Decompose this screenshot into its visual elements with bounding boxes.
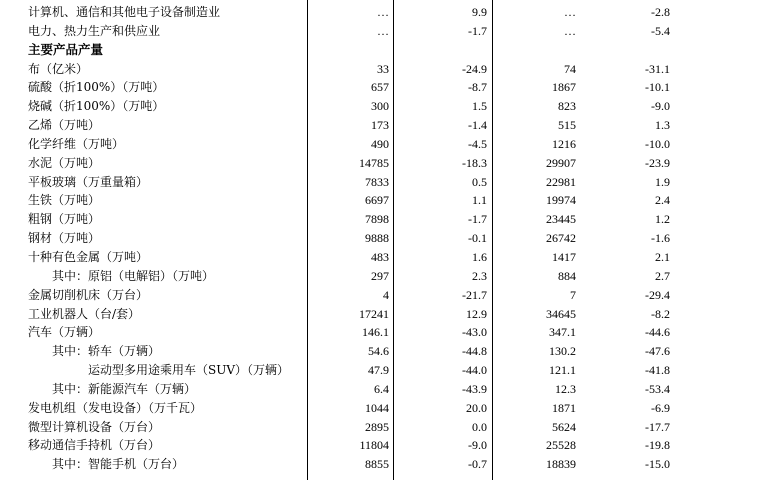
value-cell-2: -4.5 (468, 136, 487, 151)
row-label: 钢材（万吨） (28, 231, 101, 246)
table-row (0, 455, 760, 474)
value-cell-2: -9.0 (468, 438, 487, 453)
value-cell-2: -8.7 (468, 80, 487, 95)
value-cell-1: 11804 (359, 438, 389, 453)
value-cell-1: 2895 (365, 419, 389, 434)
value-cell-3: 884 (558, 268, 576, 283)
value-cell-1: 6697 (365, 193, 389, 208)
value-cell-4 (580, 41, 670, 60)
value-cell-1: … (377, 5, 389, 19)
value-cell-3: 19974 (546, 193, 576, 208)
row-label: 化学纤维（万吨） (28, 136, 125, 151)
table-row (0, 22, 760, 41)
value-cell-3: 121.1 (549, 363, 576, 378)
value-cell-4: 1.3 (655, 118, 670, 133)
row-label: 布（亿米） (28, 61, 89, 76)
value-cell-4: 2.7 (655, 268, 670, 283)
value-cell-1: 483 (371, 249, 389, 264)
value-cell-2: 1.1 (472, 193, 487, 208)
value-cell-2: 2.3 (472, 268, 487, 283)
column-divider-2 (393, 0, 394, 480)
value-cell-1: 54.6 (368, 344, 389, 359)
value-cell-4: 1.9 (655, 174, 670, 189)
value-cell-1: 657 (371, 80, 389, 95)
table-row (0, 286, 760, 305)
value-cell-2: -43.9 (462, 381, 487, 396)
value-cell-4: -29.4 (645, 287, 670, 302)
value-cell-1: 4 (383, 287, 389, 302)
row-label: 其中：轿车（万辆） (52, 344, 161, 359)
value-cell-1: 6.4 (374, 381, 389, 396)
value-cell-3: … (564, 5, 576, 19)
value-cell-3: 34645 (546, 306, 576, 321)
value-cell-2: -1.4 (468, 118, 487, 133)
value-cell-4: -6.9 (651, 400, 670, 415)
value-cell-4: -10.0 (645, 136, 670, 151)
row-label: 汽车（万辆） (28, 325, 101, 340)
value-cell-4: -23.9 (645, 155, 670, 170)
value-cell-1 (308, 41, 389, 60)
table-row (0, 380, 760, 399)
value-cell-4: 2.1 (655, 249, 670, 264)
row-label: 电力、热力生产和供应业 (28, 23, 161, 38)
value-cell-4: -5.4 (651, 23, 670, 38)
value-cell-3: 25528 (546, 438, 576, 453)
table-row (0, 78, 760, 97)
row-label: 发电机组（发电设备）（万千瓦） (28, 400, 203, 415)
value-cell-2: 20.0 (466, 400, 487, 415)
value-cell-4: 2.4 (655, 193, 670, 208)
value-cell-2: 1.5 (472, 99, 487, 114)
table-row (0, 229, 760, 248)
column-divider-1 (307, 0, 308, 480)
value-cell-4: -31.1 (645, 61, 670, 76)
value-cell-3: 23445 (546, 212, 576, 227)
value-cell-1: 14785 (359, 155, 389, 170)
table-row (0, 267, 760, 286)
value-cell-2: -1.7 (468, 23, 487, 38)
value-cell-1: … (377, 23, 389, 38)
value-cell-3: 18839 (546, 457, 576, 472)
value-cell-1: 9888 (365, 231, 389, 246)
value-cell-3: 515 (558, 118, 576, 133)
value-cell-2: -21.7 (462, 287, 487, 302)
value-cell-4: -53.4 (645, 381, 670, 396)
table-row (0, 3, 760, 22)
value-cell-3: 1216 (552, 136, 576, 151)
value-cell-3: 130.2 (549, 344, 576, 359)
value-cell-1: 47.9 (368, 363, 389, 378)
value-cell-1: 8855 (365, 457, 389, 472)
table-row (0, 361, 760, 380)
row-label: 烧碱（折100%）（万吨） (28, 99, 165, 114)
value-cell-4: -19.8 (645, 438, 670, 453)
row-label: 运动型多用途乘用车（SUV）（万辆） (88, 363, 290, 378)
value-cell-4: -10.1 (645, 80, 670, 95)
value-cell-3 (492, 41, 576, 60)
value-cell-4: -1.6 (651, 231, 670, 246)
value-cell-3: 7 (570, 287, 576, 302)
table-row (0, 60, 760, 79)
value-cell-2 (395, 41, 487, 60)
table-row (0, 436, 760, 455)
row-label: 金属切削机床（万台） (28, 287, 149, 302)
column-divider-3 (492, 0, 493, 480)
value-cell-4: -2.8 (651, 5, 670, 19)
table-row (0, 173, 760, 192)
table-row (0, 305, 760, 324)
row-label: 水泥（万吨） (28, 155, 101, 170)
value-cell-2: 12.9 (466, 306, 487, 321)
value-cell-1: 300 (371, 99, 389, 114)
value-cell-4: -17.7 (645, 419, 670, 434)
value-cell-2: -24.9 (462, 61, 487, 76)
row-label: 其中：智能手机（万台） (52, 457, 185, 472)
section-header-row (0, 41, 760, 60)
table-row (0, 191, 760, 210)
value-cell-1: 1044 (365, 400, 389, 415)
value-cell-3: 1417 (552, 249, 576, 264)
table-row (0, 399, 760, 418)
value-cell-2: -43.0 (462, 325, 487, 340)
value-cell-2: 1.6 (472, 249, 487, 264)
value-cell-2: 0.5 (472, 174, 487, 189)
row-label: 硫酸（折100%）（万吨） (28, 80, 165, 95)
value-cell-1: 7833 (365, 174, 389, 189)
value-cell-3: 74 (564, 61, 576, 76)
row-label: 十种有色金属（万吨） (28, 249, 149, 264)
value-cell-1: 297 (371, 268, 389, 283)
value-cell-2: -44.8 (462, 344, 487, 359)
value-cell-3: 1871 (552, 400, 576, 415)
value-cell-1: 146.1 (362, 325, 389, 340)
value-cell-1: 7898 (365, 212, 389, 227)
value-cell-3: 823 (558, 99, 576, 114)
value-cell-4: -44.6 (645, 325, 670, 340)
row-label: 乙烯（万吨） (28, 118, 101, 133)
value-cell-1: 33 (377, 61, 389, 76)
row-label: 生铁（万吨） (28, 193, 101, 208)
value-cell-1: 173 (371, 118, 389, 133)
value-cell-3: … (564, 23, 576, 38)
value-cell-3: 5624 (552, 419, 576, 434)
value-cell-3: 12.3 (555, 381, 576, 396)
row-label: 计算机、通信和其他电子设备制造业 (28, 5, 221, 19)
value-cell-3: 22981 (546, 174, 576, 189)
value-cell-4: -9.0 (651, 99, 670, 114)
value-cell-3: 347.1 (549, 325, 576, 340)
row-label: 主要产品产量 (28, 41, 104, 57)
table-row (0, 135, 760, 154)
row-label: 其中：原铝（电解铝）（万吨） (52, 268, 215, 283)
row-label: 平板玻璃（万重量箱） (28, 174, 149, 189)
value-cell-3: 1867 (552, 80, 576, 95)
value-cell-2: -0.1 (468, 231, 487, 246)
table-row (0, 154, 760, 173)
value-cell-4: -47.6 (645, 344, 670, 359)
table-row (0, 116, 760, 135)
value-cell-3: 29907 (546, 155, 576, 170)
table-row (0, 418, 760, 437)
value-cell-2: -44.0 (462, 363, 487, 378)
value-cell-4: -8.2 (651, 306, 670, 321)
value-cell-4: 1.2 (655, 212, 670, 227)
row-label: 工业机器人（台/套） (28, 306, 141, 321)
value-cell-1: 17241 (359, 306, 389, 321)
value-cell-2: -0.7 (468, 457, 487, 472)
table-row (0, 323, 760, 342)
table-row (0, 342, 760, 361)
value-cell-1: 490 (371, 136, 389, 151)
value-cell-3: 26742 (546, 231, 576, 246)
table-row (0, 97, 760, 116)
value-cell-2: -1.7 (468, 212, 487, 227)
value-cell-2: 0.0 (472, 419, 487, 434)
row-label: 其中：新能源汽车（万辆） (52, 381, 197, 396)
row-label: 粗钢（万吨） (28, 212, 101, 227)
row-label: 微型计算机设备（万台） (28, 419, 161, 434)
value-cell-2: 9.9 (472, 5, 487, 19)
table-row (0, 248, 760, 267)
value-cell-4: -15.0 (645, 457, 670, 472)
value-cell-2: -18.3 (462, 155, 487, 170)
row-label: 移动通信手持机（万台） (28, 438, 161, 453)
value-cell-4: -41.8 (645, 363, 670, 378)
table-row (0, 210, 760, 229)
